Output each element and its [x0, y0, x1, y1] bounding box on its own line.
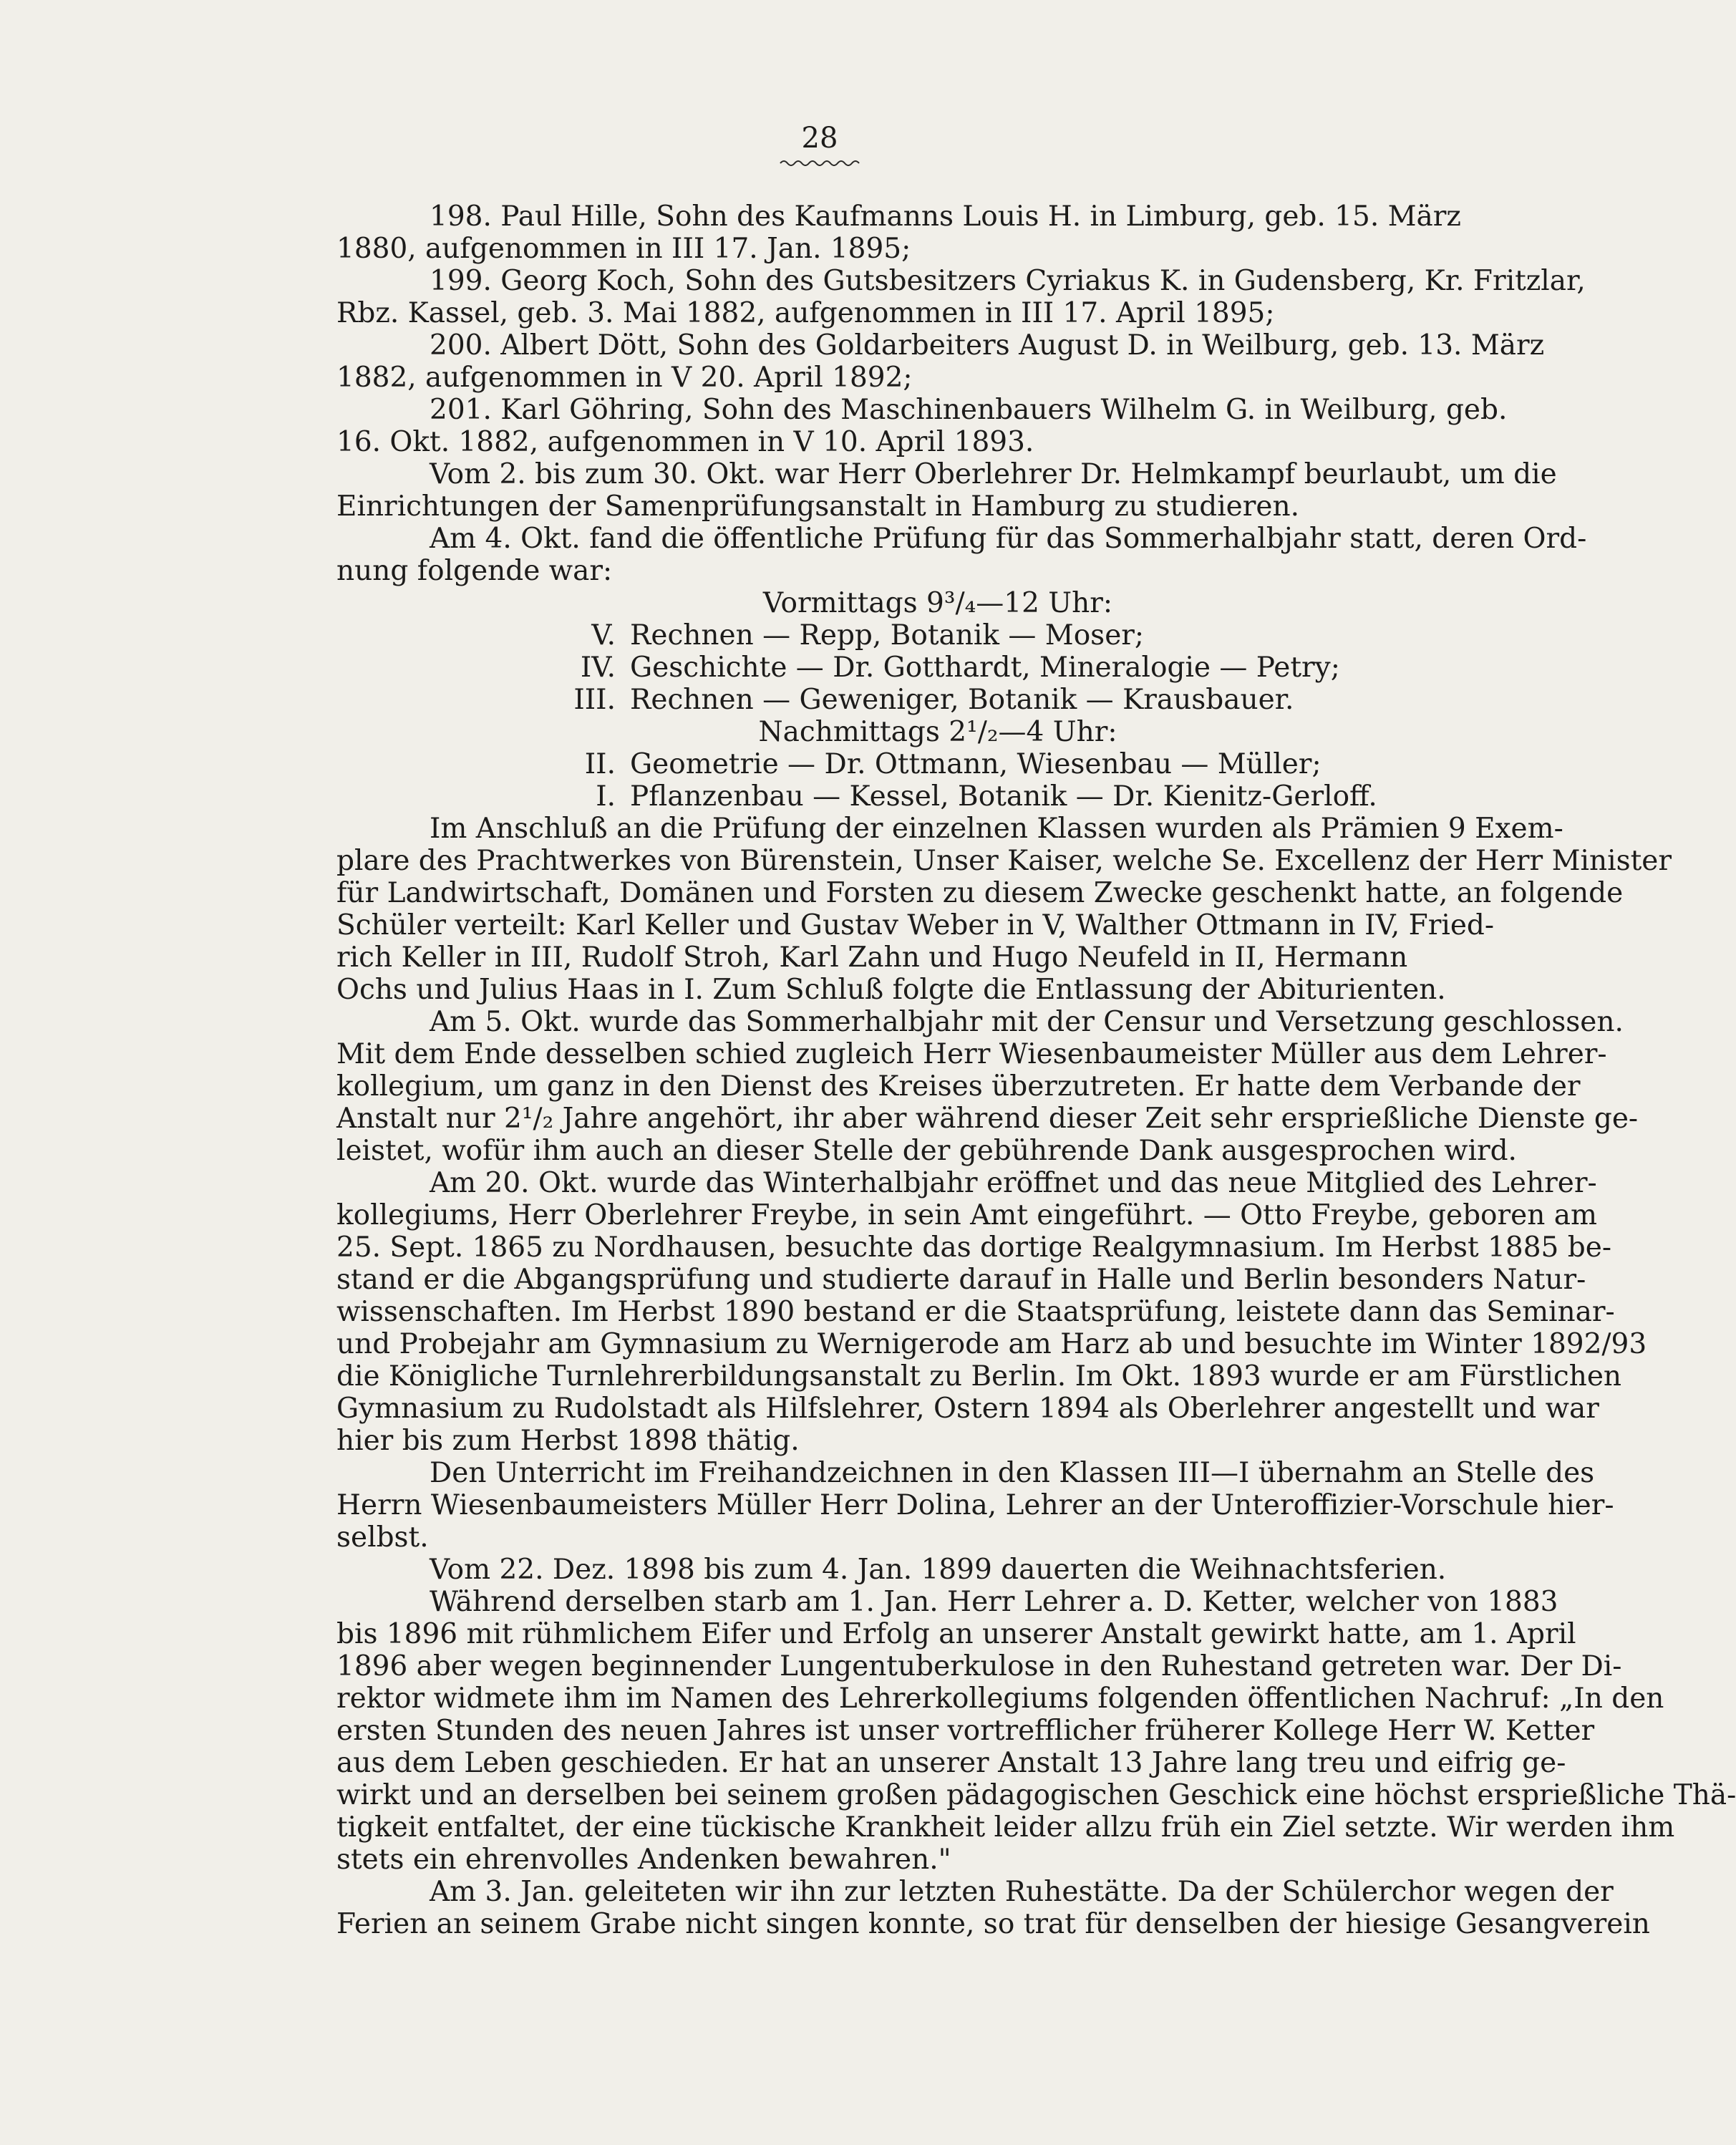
- class-label: IV.: [580, 652, 616, 684]
- text-line: [336, 523, 1587, 556]
- text-line: [336, 1199, 1597, 1233]
- line-text: Vormittags 9³/₄—12 Uhr:: [762, 587, 1113, 619]
- text-line: [336, 1070, 1581, 1104]
- text-line: [336, 1845, 1539, 1877]
- text-body: [336, 200, 1736, 1942]
- line-text: nung folgende war:: [336, 555, 613, 587]
- line-text: 1896 aber wegen beginnender Lungentuberkulose in den Ruhestand getreten war. Der Di-: [336, 1650, 1622, 1682]
- line-text: 1880, aufgenommen in III 17. Jan. 1895;: [336, 233, 911, 265]
- text-line: [336, 265, 1586, 299]
- text-line: [336, 1908, 1650, 1942]
- line-text: Schüler verteilt: Karl Keller und Gustav Weber in V, Walther Ottmann in IV, Fried-: [336, 909, 1495, 941]
- text-line: [336, 1489, 1614, 1523]
- text-line: [336, 1555, 1539, 1587]
- text-line: [336, 589, 1539, 621]
- exam-line: [336, 782, 1539, 814]
- line-text: stets ein ehrenvolles Andenken bewahren.": [336, 1844, 951, 1876]
- line-text: 199. Georg Koch, Sohn des Gutsbesitzers Cyriakus K. in Gudensberg, Kr. Fritzlar,: [430, 265, 1586, 297]
- line-text: Rechnen — Geweniger, Botanik — Krausbauer.: [630, 684, 1294, 716]
- decorative-wave-rule: [780, 159, 859, 168]
- text-line: [336, 363, 1539, 395]
- line-text: 198. Paul Hille, Sohn des Kaufmanns Louis H. in Limburg, geb. 15. März: [430, 200, 1461, 233]
- line-text: kollegium, um ganz in den Dienst des Kreises überzutreten. Er hatte dem Verbande der: [336, 1070, 1581, 1103]
- line-text: für Landwirtschaft, Domänen und Forsten zu diesem Zwecke geschenkt hatte, an folgende: [336, 877, 1624, 909]
- line-text: Den Unterricht im Freihandzeichnen in den Klassen III—I übernahm an Stelle des: [430, 1457, 1595, 1489]
- text-line: [336, 1682, 1664, 1716]
- text-line: [336, 395, 1539, 427]
- line-text: plare des Prachtwerkes von Bürenstein, Unser Kaiser, welche Se. Excellenz der Herr Minister: [336, 845, 1672, 877]
- line-text: hier bis zum Herbst 1898 thätig.: [336, 1425, 800, 1457]
- line-text: tigkeit entfaltet, der eine tückische Krankheit leider allzu früh ein Ziel setzte. Wir werden ihm: [336, 1811, 1675, 1844]
- line-text: Nachmittags 2¹/₂—4 Uhr:: [758, 716, 1117, 748]
- text-line: [336, 877, 1624, 911]
- line-text: 1882, aufgenommen in V 20. April 1892;: [336, 362, 913, 394]
- text-line: [336, 329, 1545, 363]
- text-line: [336, 234, 1539, 266]
- line-text: Am 3. Jan. geleiteten wir ihn zur letzten Ruhestätte. Da der Schülerchor wegen der: [430, 1876, 1614, 1908]
- exam-line: [336, 653, 1539, 685]
- text-line: [336, 1167, 1597, 1201]
- line-text: Einrichtungen der Samenprüfungsanstalt in Hamburg zu studieren.: [336, 490, 1300, 523]
- line-text: leistet, wofür ihm auch an dieser Stelle der gebührende Dank ausgesprochen wird.: [336, 1135, 1517, 1167]
- line-text: rich Keller in III, Rudolf Stroh, Karl Zahn und Hugo Neufeld in II, Hermann: [336, 941, 1408, 974]
- line-text: Vom 22. Dez. 1898 bis zum 4. Jan. 1899 dauerten die Weihnachtsferien.: [430, 1554, 1447, 1586]
- text-line: [336, 1650, 1622, 1684]
- text-line: [336, 492, 1539, 524]
- class-label: I.: [596, 780, 616, 813]
- exam-line: [336, 621, 1539, 653]
- line-text: 200. Albert Dött, Sohn des Goldarbeiters August D. in Weilburg, geb. 13. März: [430, 329, 1545, 362]
- text-line: [336, 1426, 1539, 1458]
- line-text: Herrn Wiesenbaumeisters Müller Herr Dolina, Lehrer an der Unteroffizier-Vorschule hier-: [336, 1489, 1614, 1521]
- text-line: [336, 975, 1539, 1007]
- text-line: [336, 1006, 1624, 1040]
- line-text: Im Anschluß an die Prüfung der einzelnen Klassen wurden als Prämien 9 Exem-: [430, 813, 1563, 845]
- text-line: [336, 1876, 1614, 1909]
- text-line: [336, 1136, 1539, 1168]
- text-line: [336, 1715, 1595, 1748]
- line-text: ersten Stunden des neuen Jahres ist unser vortrefflicher früherer Kollege Herr W. Ketter: [336, 1715, 1595, 1747]
- line-text: Geometrie — Dr. Ottmann, Wiesenbau — Müller;: [630, 748, 1322, 780]
- text-line: [336, 1231, 1611, 1265]
- line-text: 201. Karl Göhring, Sohn des Maschinenbauers Wilhelm G. in Weilburg, geb.: [430, 394, 1508, 426]
- line-text: Am 20. Okt. wurde das Winterhalbjahr eröffnet und das neue Mitglied des Lehrer-: [430, 1167, 1597, 1199]
- text-line: [336, 1328, 1647, 1362]
- line-text: Ferien an seinem Grabe nicht singen konnte, so trat für denselben der hiesige Gesangverein: [336, 1908, 1650, 1940]
- class-label: II.: [584, 748, 616, 780]
- line-text: Anstalt nur 2¹/₂ Jahre angehört, ihr aber während dieser Zeit sehr ersprießliche Dienste ge-: [336, 1103, 1639, 1135]
- line-text: Ochs und Julius Haas in I. Zum Schluß folgte die Entlassung der Abiturienten.: [336, 974, 1446, 1006]
- line-text: bis 1896 mit rühmlichem Eifer und Erfolg an unserer Anstalt gewirkt hatte, am 1. April: [336, 1618, 1576, 1650]
- line-text: stand er die Abgangsprüfung und studierte darauf in Halle und Berlin besonders Natur-: [336, 1264, 1586, 1296]
- line-text: 16. Okt. 1882, aufgenommen in V 10. April 1893.: [336, 426, 1034, 458]
- line-text: 25. Sept. 1865 zu Nordhausen, besuchte das dortige Realgymnasium. Im Herbst 1885 be-: [336, 1231, 1611, 1264]
- class-label: V.: [591, 619, 616, 652]
- line-text: Rbz. Kassel, geb. 3. Mai 1882, aufgenommen in III 17. April 1895;: [336, 297, 1275, 329]
- class-label: III.: [573, 684, 616, 716]
- page-number: 28: [801, 122, 838, 155]
- line-text: Geschichte — Dr. Gotthardt, Mineralogie — Petry;: [630, 652, 1340, 684]
- text-line: [336, 943, 1539, 975]
- text-line: [336, 299, 1539, 331]
- exam-line: [336, 685, 1539, 717]
- text-line: [336, 717, 1539, 750]
- text-line: [336, 1779, 1736, 1813]
- line-text: Während derselben starb am 1. Jan. Herr Lehrer a. D. Ketter, welcher von 1883: [430, 1586, 1558, 1618]
- text-line: [336, 1360, 1622, 1394]
- line-text: wissenschaften. Im Herbst 1890 bestand er die Staatsprüfung, leistete dann das Seminar-: [336, 1296, 1615, 1328]
- line-text: Vom 2. bis zum 30. Okt. war Herr Oberlehrer Dr. Helmkampf beurlaubt, um die: [430, 458, 1557, 490]
- line-text: rektor widmete ihm im Namen des Lehrerkollegiums folgenden öffentlichen Nachruf: „In den: [336, 1682, 1664, 1715]
- line-text: Rechnen — Repp, Botanik — Moser;: [630, 619, 1145, 652]
- text-line: [336, 1586, 1558, 1619]
- text-line: [336, 427, 1539, 460]
- line-text: Am 5. Okt. wurde das Sommerhalbjahr mit der Censur und Versetzung geschlossen.: [430, 1006, 1624, 1038]
- line-text: kollegiums, Herr Oberlehrer Freybe, in sein Amt eingeführt. — Otto Freybe, geboren am: [336, 1199, 1597, 1231]
- text-line: [336, 1038, 1607, 1072]
- line-text: Pflanzenbau — Kessel, Botanik — Dr. Kienitz-Gerloff.: [630, 780, 1377, 813]
- text-line: [336, 1457, 1595, 1491]
- text-line: [336, 1103, 1639, 1136]
- exam-line: [336, 750, 1539, 782]
- text-line: [336, 556, 1539, 589]
- line-text: Am 4. Okt. fand die öffentliche Prüfung für das Sommerhalbjahr statt, deren Ord-: [430, 523, 1587, 555]
- text-line: [336, 458, 1557, 492]
- text-line: [336, 1523, 1539, 1555]
- line-text: Gymnasium zu Rudolstadt als Hilfslehrer, Ostern 1894 als Oberlehrer angestellt und war: [336, 1393, 1599, 1425]
- text-line: [336, 1618, 1576, 1652]
- text-line: [336, 813, 1563, 846]
- text-line: [336, 1296, 1615, 1330]
- text-line: [336, 1264, 1586, 1297]
- line-text: selbst.: [336, 1521, 429, 1554]
- text-line: [336, 1747, 1566, 1781]
- text-line: [336, 911, 1539, 943]
- line-text: und Probejahr am Gymnasium zu Wernigerode am Harz ab und besuchte im Winter 1892/93: [336, 1328, 1647, 1360]
- text-line: [336, 202, 1539, 234]
- text-line: [336, 1393, 1599, 1426]
- text-line: [336, 845, 1672, 878]
- line-text: aus dem Leben geschieden. Er hat an unserer Anstalt 13 Jahre lang treu und eifrig ge-: [336, 1747, 1566, 1779]
- line-text: wirkt und an derselben bei seinem großen pädagogischen Geschick eine höchst ersprießliche Thä-: [336, 1779, 1736, 1811]
- line-text: Mit dem Ende desselben schied zugleich Herr Wiesenbaumeister Müller aus dem Lehrer-: [336, 1038, 1607, 1070]
- line-text: die Königliche Turnlehrerbildungsanstalt zu Berlin. Im Okt. 1893 wurde er am Fürstlichen: [336, 1360, 1622, 1393]
- text-line: [336, 1811, 1675, 1845]
